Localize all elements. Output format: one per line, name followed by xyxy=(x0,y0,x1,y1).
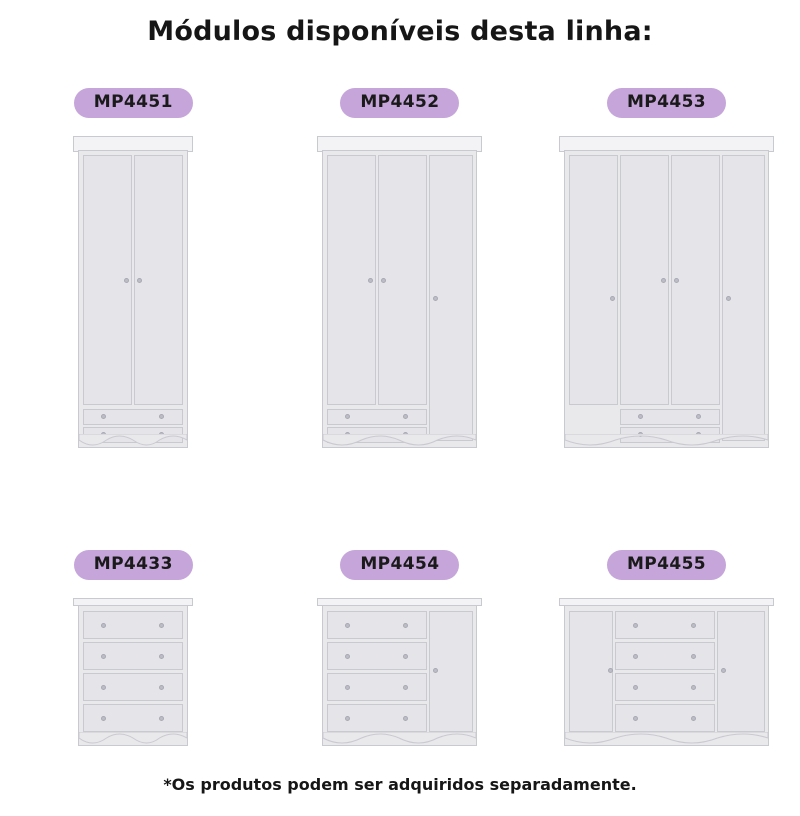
modules-grid xyxy=(0,88,800,750)
drawer-knob-1-left xyxy=(633,623,638,628)
module-card-mp4451[interactable] xyxy=(0,88,267,488)
drawer-knob-3-left xyxy=(633,685,638,690)
module-code-badge: MP4433 xyxy=(74,550,193,580)
wardrobe-3-doors-illustration xyxy=(317,136,482,448)
drawer-knob-4-right xyxy=(691,716,696,721)
scalloped-base xyxy=(79,732,187,746)
module-code-badge: MP4454 xyxy=(340,550,459,580)
page-title: Módulos disponíveis desta linha: xyxy=(147,16,653,47)
wardrobe-4-doors-illustration xyxy=(559,136,774,448)
module-card-mp4433[interactable] xyxy=(0,550,267,750)
door-1 xyxy=(569,155,618,405)
scalloped-base xyxy=(323,434,476,448)
drawer-4 xyxy=(615,704,715,732)
drawer-1 xyxy=(83,611,183,639)
drawer-3 xyxy=(327,673,427,701)
cabinet-body xyxy=(564,605,769,746)
drawer-2 xyxy=(327,642,427,670)
scalloped-base xyxy=(79,434,187,448)
chest-4-drawers-illustration xyxy=(73,598,193,746)
scalloped-base xyxy=(565,434,768,448)
drawer-1 xyxy=(83,409,183,425)
door-knob-3 xyxy=(674,278,679,283)
drawer-knob-1-left xyxy=(638,414,643,419)
cabinet-body xyxy=(322,605,477,746)
door-left xyxy=(569,611,613,732)
module-code-badge: MP4453 xyxy=(607,88,726,118)
drawer-2 xyxy=(615,642,715,670)
drawer-knob-1-right xyxy=(691,623,696,628)
door-knob-left xyxy=(608,668,613,673)
modules-row-bottom xyxy=(0,550,800,750)
drawer-knob-1-right xyxy=(696,414,701,419)
chest-4-drawers-1-door-illustration xyxy=(317,598,482,746)
scalloped-base xyxy=(565,732,768,746)
drawer-1 xyxy=(327,409,427,425)
module-card-mp4454[interactable] xyxy=(267,550,534,750)
chest-4-drawers-2-doors-illustration xyxy=(559,598,774,746)
cabinet-body xyxy=(78,150,188,448)
drawer-3 xyxy=(83,673,183,701)
drawer-1 xyxy=(620,409,720,425)
module-card-mp4455[interactable] xyxy=(533,550,800,750)
footnote: *Os produtos podem ser adquiridos separadamente. xyxy=(163,775,637,794)
drawer-1 xyxy=(327,611,427,639)
cabinet-body xyxy=(78,605,188,746)
cabinet-body xyxy=(322,150,477,448)
door-knob-4 xyxy=(726,296,731,301)
drawer-4 xyxy=(327,704,427,732)
drawer-2 xyxy=(83,642,183,670)
module-card-mp4453[interactable] xyxy=(533,88,800,488)
door-knob-1 xyxy=(610,296,615,301)
module-code-badge: MP4455 xyxy=(607,550,726,580)
drawer-3 xyxy=(615,673,715,701)
modules-row-top xyxy=(0,88,800,488)
module-code-badge: MP4452 xyxy=(340,88,459,118)
module-card-mp4452[interactable] xyxy=(267,88,534,488)
door-knob-2 xyxy=(661,278,666,283)
wardrobe-2-doors-illustration xyxy=(73,136,193,448)
drawer-1 xyxy=(615,611,715,639)
drawer-knob-2-left xyxy=(633,654,638,659)
module-code-badge: MP4451 xyxy=(74,88,193,118)
drawer-knob-2-right xyxy=(691,654,696,659)
drawer-knob-4-left xyxy=(633,716,638,721)
drawer-knob-3-right xyxy=(691,685,696,690)
scalloped-base xyxy=(323,732,476,746)
cabinet-body xyxy=(564,150,769,448)
door-knob-right xyxy=(721,668,726,673)
drawer-4 xyxy=(83,704,183,732)
